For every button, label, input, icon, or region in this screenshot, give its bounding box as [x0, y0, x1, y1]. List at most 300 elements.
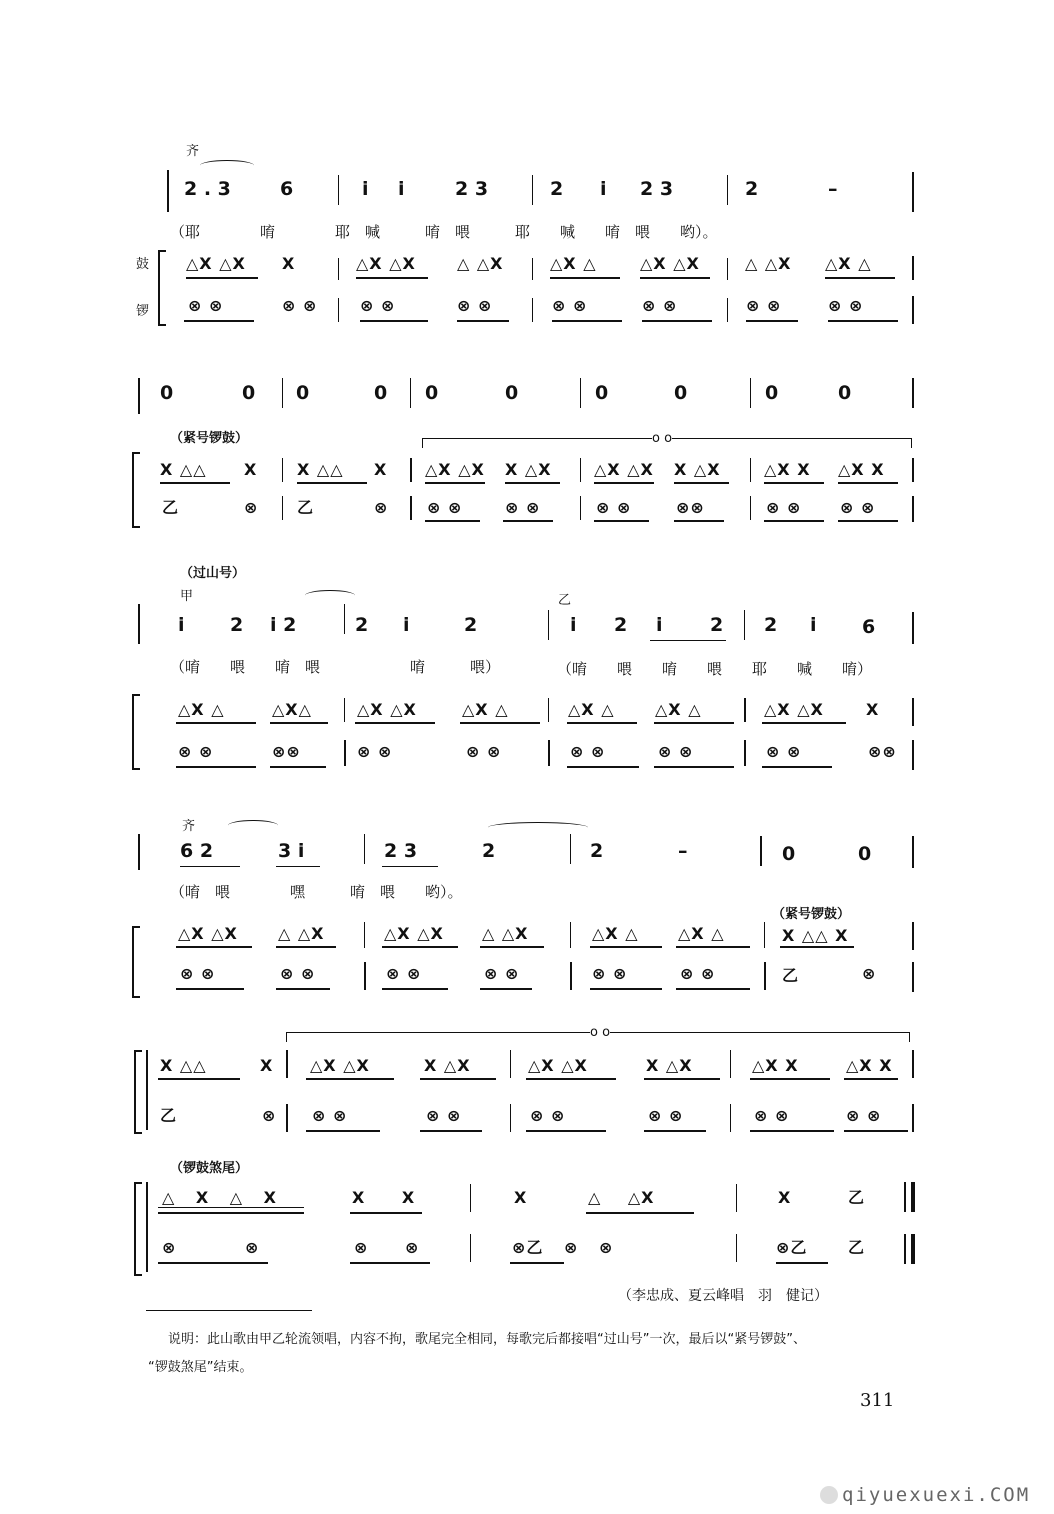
- beam: [567, 766, 639, 768]
- barline: [532, 175, 533, 205]
- barline: [912, 1104, 914, 1132]
- gong-beat: ⊗ ⊗: [642, 296, 678, 315]
- beam: [762, 722, 846, 724]
- repeat-mark: o o: [652, 431, 673, 446]
- beam: [306, 1078, 394, 1080]
- staff-brace: [132, 926, 140, 998]
- barline: [548, 610, 549, 640]
- drum-beat: △X △: [178, 700, 225, 719]
- gong-beat: ⊗ ⊗: [680, 964, 716, 983]
- barline: [736, 1184, 737, 1212]
- barline: [750, 458, 751, 482]
- melody-note: 2: [482, 840, 496, 862]
- melody-note: 2: [355, 614, 369, 636]
- gong-beat: ⊗ ⊗: [386, 964, 422, 983]
- melody-note: i: [362, 178, 369, 200]
- melody-note: 6: [280, 178, 294, 200]
- repeat-bracket: [911, 438, 912, 448]
- barline: [338, 298, 339, 322]
- barline: [730, 1050, 731, 1078]
- barline: [282, 378, 283, 408]
- barline: [912, 612, 914, 644]
- repeat-bracket: [422, 438, 652, 439]
- beam: [838, 482, 898, 484]
- staff-brace: [134, 1050, 142, 1134]
- barline: [912, 698, 914, 726]
- watermark: qiyuexuexi.COM: [842, 1484, 1031, 1506]
- barline: [138, 378, 140, 414]
- jia-mark: 甲: [180, 589, 194, 604]
- beam: [526, 1130, 606, 1132]
- melody-note: 6: [862, 616, 876, 638]
- barline: [364, 922, 365, 948]
- beam: [360, 320, 428, 322]
- gong-beat: ⊗ ⊗: [457, 296, 493, 315]
- beam: [676, 988, 750, 990]
- gong-beat: 乙: [782, 966, 800, 985]
- melody-note: i: [656, 614, 663, 636]
- drum-beat: △X △: [462, 700, 509, 719]
- gong-beat: ⊗ ⊗: [570, 742, 606, 761]
- beam: [594, 520, 649, 522]
- beam: [270, 722, 328, 724]
- rest: 0: [505, 382, 519, 404]
- barline: [548, 740, 550, 766]
- beam: [654, 722, 734, 724]
- rest: 0: [374, 382, 388, 404]
- drum-beat: X: [778, 1188, 792, 1207]
- drum-beat: △X △: [678, 924, 725, 943]
- barline: [570, 834, 571, 864]
- drum-beat: X: [514, 1188, 528, 1207]
- barline: [532, 298, 533, 322]
- section-label: （锣鼓煞尾）: [170, 1161, 249, 1176]
- beam: [356, 277, 428, 279]
- gong-beat: ⊗ ⊗: [746, 296, 782, 315]
- barline: [580, 458, 581, 482]
- gong-beat: ⊗ ⊗: [766, 498, 802, 517]
- drum-beat: △ △X: [588, 1188, 655, 1207]
- barline: [282, 496, 283, 520]
- rest: 0: [242, 382, 256, 404]
- repeat-bracket: [672, 438, 912, 439]
- melody-note: 2: [764, 614, 778, 636]
- beam: [838, 520, 898, 522]
- page-number: 311: [860, 1390, 895, 1411]
- gong-beat: 乙: [160, 1106, 178, 1125]
- beam: [674, 520, 724, 522]
- beam: [420, 1078, 496, 1080]
- beam: [176, 988, 244, 990]
- drum-beat: △X X: [764, 460, 811, 479]
- drum-beat: X: [374, 460, 388, 479]
- beam: [276, 988, 330, 990]
- gong-beat: ⊗ ⊗: [552, 296, 588, 315]
- barline: [736, 1234, 737, 1262]
- drum-beat: X △X: [674, 460, 721, 479]
- drum-beat: △X △X: [425, 460, 485, 479]
- rest: 0: [425, 382, 439, 404]
- drum-beat: △ △X: [745, 254, 792, 273]
- lyric-line: （唷 喂 唷 喂 唷 喂）: [170, 658, 501, 676]
- beam: [270, 766, 326, 768]
- barline: [744, 740, 746, 766]
- beam: [425, 520, 480, 522]
- beam: [176, 766, 256, 768]
- drum-beat: X △△: [160, 1056, 207, 1075]
- beam: [158, 1078, 240, 1080]
- gong-beat: ⊗⊗: [272, 742, 301, 761]
- lyric-line: （唷 喂 唷 喂 耶 喊 唷）: [557, 660, 873, 678]
- beam: [764, 520, 824, 522]
- drum-beat: X △△ X: [782, 926, 849, 945]
- qi-mark: 齐: [182, 819, 196, 834]
- barline-end: [912, 172, 914, 212]
- gong-beat: ⊗ ⊗: [828, 296, 864, 315]
- gong-beat: ⊗ ⊗: [360, 296, 396, 315]
- melody-note: 2 3: [455, 178, 489, 200]
- beam: [780, 946, 854, 948]
- beam: [276, 946, 336, 948]
- barline: [727, 258, 728, 280]
- beam: [746, 320, 798, 322]
- footnote-text: 说明：此山歌由甲乙轮流领唱，内容不拘，歌尾完全相同，每歌完后都接唱“过山号”一次，最后以“紧号锣鼓”、: [168, 1332, 806, 1347]
- beam: [158, 1207, 304, 1208]
- beam: [586, 1212, 694, 1214]
- barline: [532, 258, 533, 280]
- drum-beat: △X △: [592, 924, 639, 943]
- beam: [160, 482, 230, 484]
- staff-brace: [134, 1182, 142, 1276]
- beam: [674, 482, 729, 484]
- gong-beat: ⊗⊗: [676, 498, 705, 517]
- melody-note: i: [810, 614, 817, 636]
- drum-beat: △X △X: [594, 460, 654, 479]
- melody-note: i: [398, 178, 405, 200]
- beam: [176, 946, 252, 948]
- slur: [488, 822, 588, 833]
- drum-beat: X X: [352, 1188, 416, 1207]
- barline: [167, 170, 169, 212]
- slur: [228, 820, 278, 831]
- drum-beat: X: [244, 460, 258, 479]
- gong-beat: ⊗ ⊗: [596, 498, 632, 517]
- gong-beat: ⊗: [862, 964, 877, 983]
- barline: [364, 962, 366, 990]
- drum-beat: X: [260, 1056, 274, 1075]
- drum-beat: △ △X: [457, 254, 504, 273]
- qi-mark: 齐: [186, 144, 200, 159]
- rest: 0: [296, 382, 310, 404]
- repeat-bracket: [909, 1032, 910, 1042]
- barline: [764, 962, 766, 990]
- beam: [828, 320, 898, 322]
- gong-beat: ⊗⊗: [868, 742, 897, 761]
- beam: [460, 722, 540, 724]
- drum-beat: △X △X: [310, 1056, 370, 1075]
- slur: [305, 590, 355, 601]
- beam: [552, 320, 622, 322]
- drum-beat: X △X: [505, 460, 552, 479]
- melody-note: i: [570, 614, 577, 636]
- barline: [760, 836, 762, 866]
- barline: [912, 962, 914, 992]
- repeat-bracket: [422, 438, 423, 448]
- gong-beat: 乙: [162, 498, 180, 517]
- gong-beat: ⊗ ⊗: [427, 498, 463, 517]
- drum-beat: X △△: [297, 460, 344, 479]
- barline: [912, 836, 914, 868]
- gong-beat: ⊗ ⊗: [484, 964, 520, 983]
- drum-beat: △X △: [550, 254, 597, 273]
- barline: [912, 740, 914, 770]
- barline-final-thick: [911, 1182, 915, 1212]
- gong-beat: ⊗ ⊗: [162, 1238, 260, 1257]
- barline: [744, 610, 745, 640]
- rest: 0: [674, 382, 688, 404]
- gong-beat: ⊗ ⊗: [658, 742, 694, 761]
- melody-note: i: [403, 614, 410, 636]
- rest: 0: [765, 382, 779, 404]
- beam: [750, 1078, 830, 1080]
- barline-final: [904, 1234, 906, 1264]
- beam: [176, 722, 256, 724]
- gong-beat: ⊗ ⊗: [592, 964, 628, 983]
- beam: [567, 722, 637, 724]
- melody-note: 2: [464, 614, 478, 636]
- barline: [727, 298, 728, 322]
- drum-beat: △ △X: [482, 924, 529, 943]
- beam: [644, 1130, 706, 1132]
- gong-beat: ⊗: [374, 498, 389, 517]
- beam: [550, 277, 620, 279]
- beam: [505, 482, 560, 484]
- barline: [764, 922, 765, 948]
- drum-beat: △X X: [846, 1056, 893, 1075]
- beam: [510, 1262, 564, 1264]
- melody-note: –: [678, 840, 688, 862]
- drum-beat: △ △X: [278, 924, 325, 943]
- gu-label: 鼓: [136, 257, 150, 272]
- beam: [503, 520, 553, 522]
- melody-note: i: [600, 178, 607, 200]
- drum-beat: △X △X: [528, 1056, 588, 1075]
- melody-note: 2 3: [640, 178, 674, 200]
- drum-beat: △X△: [272, 700, 312, 719]
- watermark-icon: [820, 1486, 838, 1504]
- repeat-mark: o o: [590, 1025, 611, 1040]
- beam: [480, 946, 544, 948]
- melody-note: –: [828, 178, 838, 200]
- barline: [344, 740, 346, 766]
- beam: [355, 722, 435, 724]
- beam: [186, 277, 258, 279]
- beam: [180, 866, 240, 867]
- beam: [654, 766, 734, 768]
- beam: [276, 866, 320, 867]
- rest: 0: [838, 382, 852, 404]
- gong-beat: 乙: [848, 1238, 866, 1257]
- barline: [750, 496, 751, 520]
- barline: [912, 378, 914, 408]
- beam: [844, 1130, 908, 1132]
- gong-beat: ⊗ ⊗: [840, 498, 876, 517]
- beam: [762, 766, 832, 768]
- credit-line: （李忠成、夏云峰唱 羽 健记）: [618, 1288, 828, 1304]
- melody-note: i 2: [270, 614, 297, 636]
- drum-beat: 乙: [848, 1188, 866, 1207]
- barline: [580, 496, 581, 520]
- beam: [350, 1262, 430, 1264]
- barline: [338, 175, 339, 205]
- gong-beat: ⊗ ⊗: [530, 1106, 566, 1125]
- luo-label: 锣: [136, 304, 150, 319]
- beam: [750, 1130, 834, 1132]
- beam: [350, 1212, 422, 1214]
- barline: [410, 378, 411, 408]
- gong-beat: ⊗ ⊗: [648, 1106, 684, 1125]
- barline: [580, 378, 581, 408]
- beam: [676, 946, 750, 948]
- repeat-bracket: [286, 1032, 287, 1042]
- beam: [420, 1130, 482, 1132]
- gong-beat: ⊗ ⊗: [188, 296, 224, 315]
- barline-final: [904, 1182, 906, 1212]
- drum-beat: X: [282, 254, 296, 273]
- drum-beat: △X △: [655, 700, 702, 719]
- drum-beat: X △△: [160, 460, 207, 479]
- barline: [750, 378, 751, 408]
- lyric-line: （耶 唷 耶 喊 唷 喂 耶 喊 唷 喂 哟）。: [170, 223, 718, 241]
- drum-beat: X: [866, 700, 880, 719]
- barline: [744, 698, 746, 722]
- beam: [382, 946, 458, 948]
- drum-beat: △X △X: [186, 254, 246, 273]
- beam: [594, 482, 654, 484]
- barline: [912, 256, 914, 280]
- gong-beat: ⊗乙 ⊗ ⊗: [512, 1238, 614, 1257]
- drum-beat: △X △X: [640, 254, 700, 273]
- gong-beat: ⊗: [244, 498, 259, 517]
- barline: [286, 1050, 288, 1078]
- gong-beat: ⊗ ⊗: [754, 1106, 790, 1125]
- melody-note: 2: [230, 614, 244, 636]
- repeat-bracket: [286, 1032, 590, 1033]
- gong-beat: ⊗ ⊗: [357, 742, 393, 761]
- beam: [382, 988, 448, 990]
- barline: [344, 698, 345, 722]
- rest: 0: [160, 382, 174, 404]
- beam: [297, 482, 367, 484]
- gong-beat: ⊗ ⊗: [280, 964, 316, 983]
- barline: [286, 1104, 288, 1132]
- melody-note: 3 i: [278, 840, 305, 862]
- barline: [912, 922, 914, 950]
- section-label: （紧号锣鼓）: [170, 431, 249, 446]
- beam: [480, 988, 532, 990]
- footnote-rule: [146, 1310, 312, 1311]
- beam: [382, 866, 438, 867]
- gong-beat: ⊗ ⊗: [354, 1238, 420, 1257]
- barline: [138, 834, 140, 870]
- beam: [184, 320, 254, 322]
- barline: [138, 604, 140, 644]
- melody-note: 2: [550, 178, 564, 200]
- barline: [146, 1182, 148, 1272]
- drum-beat: △X △X: [356, 254, 416, 273]
- drum-beat: △X △X: [178, 924, 238, 943]
- barline: [410, 458, 412, 482]
- gong-beat: ⊗: [262, 1106, 277, 1125]
- staff-brace: [132, 452, 140, 528]
- section-label: （过山号）: [180, 566, 246, 581]
- beam: [642, 320, 712, 322]
- beam: [590, 988, 662, 990]
- melody-note: 2: [590, 840, 604, 862]
- beam: [158, 1212, 304, 1214]
- melody-note: 2 . 3: [184, 178, 231, 200]
- gong-beat: ⊗ ⊗: [312, 1106, 348, 1125]
- lyric-line: （唷 喂 嘿 唷 喂 哟）。: [170, 883, 463, 901]
- melody-note: 2: [614, 614, 628, 636]
- gong-beat: ⊗ ⊗: [466, 742, 502, 761]
- barline: [912, 458, 914, 482]
- beam: [776, 1262, 828, 1264]
- barline: [730, 1104, 731, 1132]
- drum-beat: X △X: [424, 1056, 471, 1075]
- gong-beat: ⊗ ⊗: [426, 1106, 462, 1125]
- gong-beat: ⊗ ⊗: [282, 296, 318, 315]
- gong-beat: ⊗ ⊗: [180, 964, 216, 983]
- staff-brace: [158, 250, 166, 326]
- barline: [410, 496, 412, 520]
- yi-mark: 乙: [558, 593, 572, 608]
- gong-beat: ⊗ ⊗: [505, 498, 541, 517]
- beam: [644, 1078, 720, 1080]
- drum-beat: △X △X: [764, 700, 824, 719]
- melody-note: 6 2: [180, 840, 214, 862]
- rest: 0: [858, 843, 872, 865]
- drum-beat: △X X: [838, 460, 885, 479]
- barline: [364, 834, 365, 864]
- beam: [650, 640, 726, 641]
- barline: [470, 1234, 471, 1262]
- melody-note: 2 3: [384, 840, 418, 862]
- melody-note: 2: [710, 614, 724, 636]
- drum-beat: X △X: [646, 1056, 693, 1075]
- gong-beat: 乙: [297, 498, 315, 517]
- barline: [470, 1184, 471, 1212]
- section-label: （紧号锣鼓）: [772, 907, 851, 922]
- beam: [425, 482, 485, 484]
- repeat-bracket: [610, 1032, 910, 1033]
- barline: [727, 175, 728, 205]
- barline: [146, 1050, 148, 1130]
- barline: [282, 458, 283, 482]
- gong-beat: ⊗ ⊗: [846, 1106, 882, 1125]
- staff-brace: [132, 694, 140, 770]
- beam: [306, 1130, 380, 1132]
- melody-note: 2: [745, 178, 759, 200]
- beam: [158, 1262, 268, 1264]
- melody-note: i: [178, 614, 185, 636]
- barline: [912, 1050, 914, 1078]
- barline: [570, 962, 572, 990]
- gong-beat: ⊗ ⊗: [178, 742, 214, 761]
- rest: 0: [595, 382, 609, 404]
- barline: [570, 922, 571, 948]
- drum-beat: △X △: [568, 700, 615, 719]
